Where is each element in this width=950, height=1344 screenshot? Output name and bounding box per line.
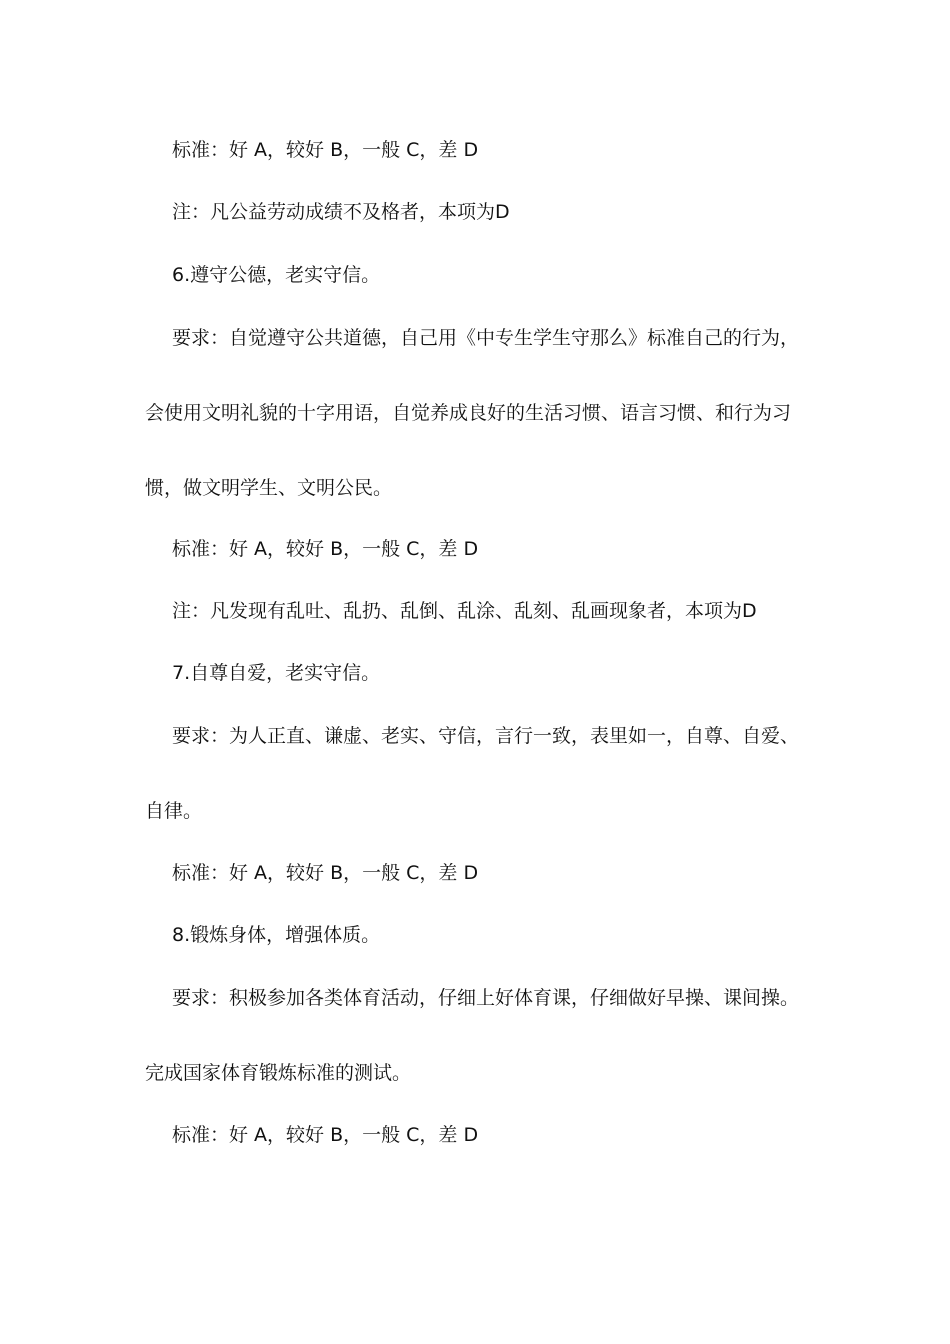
standard-line: 标准：好 A，较好 B，一般 C，差 D	[172, 1124, 479, 1146]
requirement-line: 要求：为人正直、谦虚、老实、守信，言行一致，表里如一，自尊、自爱、	[172, 725, 800, 747]
paragraph-line: 自律。	[145, 800, 203, 822]
standard-line: 标准：好 A，较好 B，一般 C，差 D	[172, 538, 479, 560]
section-heading: 6.遵守公德，老实守信。	[172, 264, 381, 286]
paragraph-line: 惯，做文明学生、文明公民。	[145, 477, 393, 499]
standard-line: 标准：好 A，较好 B，一般 C，差 D	[172, 862, 479, 884]
requirement-line: 要求：积极参加各类体育活动，仔细上好体育课，仔细做好早操、课间操。	[172, 987, 800, 1009]
standard-line: 标准：好 A，较好 B，一般 C，差 D	[172, 139, 479, 161]
section-heading: 7.自尊自爱，老实守信。	[172, 662, 381, 684]
note-line: 注：凡发现有乱吐、乱扔、乱倒、乱涂、乱刻、乱画现象者，本项为D	[172, 600, 757, 622]
paragraph-line: 会使用文明礼貌的十字用语，自觉养成良好的生活习惯、语言习惯、和行为习	[145, 402, 792, 424]
paragraph-line: 完成国家体育锻炼标准的测试。	[145, 1062, 412, 1084]
requirement-line: 要求：自觉遵守公共道德，自己用《中专生学生守那么》标准自己的行为，	[172, 327, 800, 349]
note-line: 注：凡公益劳动成绩不及格者，本项为D	[172, 201, 510, 223]
section-heading: 8.锻炼身体，增强体质。	[172, 924, 381, 946]
